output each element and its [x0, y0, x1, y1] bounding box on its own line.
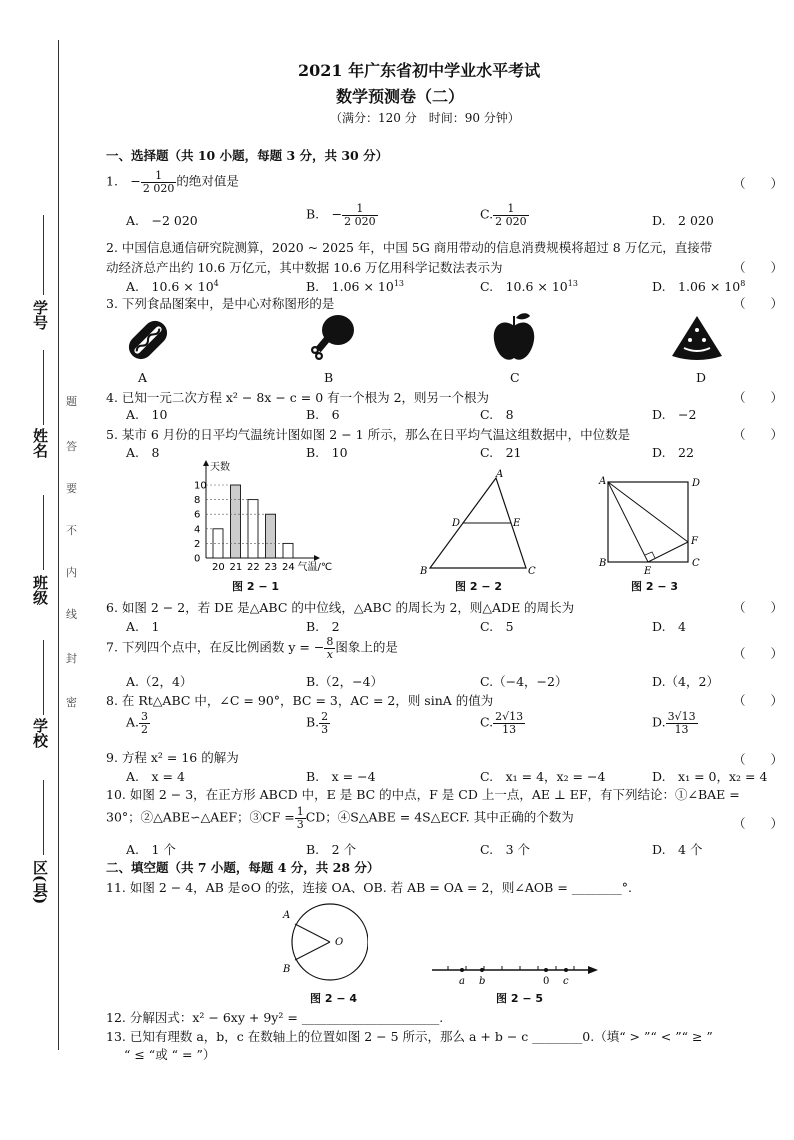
- school-field[interactable]: [43, 640, 44, 715]
- figure-caption: 图 2 − 4: [310, 992, 358, 1005]
- section1-heading: 一、选择题（共 10 小题，每题 3 分，共 30 分）: [106, 148, 389, 163]
- q2-option-c[interactable]: C. $10.6 \times 10^{13}$: [480, 278, 578, 294]
- label-f: F: [691, 536, 698, 547]
- square-abcd-figure: [596, 474, 706, 578]
- figure-caption: 图 2 − 1: [232, 580, 280, 593]
- y-axis-arrow: [203, 460, 209, 466]
- q3-option-b[interactable]: B: [324, 370, 334, 385]
- label-a: a: [459, 976, 465, 987]
- triangle-abc-figure: [418, 468, 538, 578]
- q2-stem-line2: 动经济总产出约 10.6 万亿元，其中数据 10.6 万亿用科学记数法表示为: [106, 260, 503, 275]
- q4-option-c[interactable]: C. 8: [480, 407, 514, 422]
- bar-22: [248, 500, 258, 558]
- q3-option-c[interactable]: C: [510, 370, 520, 385]
- watermelon-icon[interactable]: [670, 314, 724, 362]
- y-tick-label: 8: [194, 495, 201, 507]
- label-student-id: 学号: [31, 300, 49, 330]
- q10-option-b[interactable]: B. 2 个: [306, 842, 357, 857]
- exam-subtitle: 数学预测卷（二）: [336, 87, 465, 106]
- label-e: E: [513, 518, 521, 529]
- y-axis-label: 天数: [210, 462, 230, 473]
- hint-char: 答: [66, 440, 77, 453]
- q9-stem: 9. 方程 x² = 16 的解为: [106, 750, 239, 765]
- q4-option-d[interactable]: D. −2: [652, 407, 697, 422]
- q4-stem: 4. 已知一元二次方程 x² − 8x − c = 0 有一个根为 2，则另一个根为: [106, 390, 490, 405]
- answer-paren[interactable]: （ ）: [733, 176, 784, 191]
- drumstick-icon[interactable]: [306, 312, 356, 364]
- q5-option-b[interactable]: B. 10: [306, 445, 348, 460]
- q8-stem: 8. 在 Rt△ABC 中，∠C = 90°，BC = 3，AC = 2，则 sinA 的值为: [106, 693, 494, 708]
- q5-option-c[interactable]: C. 21: [480, 445, 522, 460]
- x-axis-arrow: [314, 555, 320, 561]
- q1-option-d[interactable]: D. 2 020: [652, 213, 714, 228]
- q11-stem: 11. 如图 2 − 4，AB 是⊙O 的弦，连接 OA、OB. 若 AB = OA = 2，则∠AOB = ________°.: [106, 880, 632, 895]
- section2-heading: 二、填空题（共 7 小题，每题 4 分，共 28 分）: [106, 860, 380, 875]
- q6-option-b[interactable]: B. 2: [306, 619, 340, 634]
- x-tick-label: 22: [247, 562, 260, 573]
- q10-stem-line2: 30°；②△ABE∽△AEF；③CF = $\frac{1}{3}$ CD；④S△ABE = 4S△ECF. 其中正确的个数为: [106, 805, 574, 831]
- x-tick-label: 24: [282, 562, 295, 573]
- q5-option-a[interactable]: A. 8: [126, 445, 160, 460]
- q8-option-c[interactable]: C. $\frac{2√13}{13}$: [480, 710, 524, 736]
- q7-option-c[interactable]: C.（−4，−2）: [480, 674, 568, 689]
- label-b: B: [420, 566, 428, 577]
- q7-stem: 7. 下列四个点中，在反比例函数 y = − $\frac{8}{x}$ 图象上的是: [106, 635, 398, 661]
- q7-option-d[interactable]: D.（4，2）: [652, 674, 719, 689]
- label-c: C: [528, 566, 536, 577]
- q8-option-d[interactable]: D. $\frac{3√13}{13}$: [652, 710, 696, 736]
- q9-option-d[interactable]: D. x₁ = 0，x₂ = 4: [652, 769, 768, 784]
- q10-option-d[interactable]: D. 4 个: [652, 842, 703, 857]
- x-tick-label: 21: [229, 562, 243, 573]
- name-field[interactable]: [43, 350, 44, 425]
- hint-char: 密: [66, 696, 77, 709]
- bar-23: [266, 514, 276, 558]
- y-tick-label: 10: [194, 480, 207, 492]
- q5-stem: 5. 某市 6 月份的日平均气温统计图如图 2 − 1 所示，那么在日平均气温这组数据中，中位数是: [106, 427, 631, 442]
- answer-paren[interactable]: （ ）: [733, 427, 784, 442]
- q7-option-a[interactable]: A.（2，4）: [126, 674, 193, 689]
- q1-option-a[interactable]: A. −2 020: [126, 213, 198, 228]
- x-axis-label: 气温/℃: [297, 562, 333, 573]
- label-c: C: [692, 558, 700, 569]
- q6-option-a[interactable]: A. 1: [126, 619, 160, 634]
- district-field[interactable]: [43, 780, 44, 855]
- student-id-field[interactable]: [43, 215, 44, 295]
- hint-char: 线: [66, 608, 77, 621]
- hint-char: 内: [66, 566, 77, 579]
- q1-option-b[interactable]: B. − $\frac{1}{2 020}$: [306, 202, 376, 228]
- label-zero: 0: [543, 976, 550, 987]
- label-o: O: [335, 937, 344, 948]
- label-c: c: [563, 976, 569, 987]
- q12-stem: 12. 分解因式：x² − 6xy + 9y² = ______________________.: [106, 1010, 444, 1025]
- q3-stem: 3. 下列食品图案中，是中心对称图形的是: [106, 296, 335, 311]
- hotdog-icon[interactable]: [124, 314, 172, 366]
- x-tick-label: 23: [264, 562, 278, 573]
- y-tick-label: 4: [194, 524, 201, 536]
- q13-stem-line1: 13. 已知有理数 a，b，c 在数轴上的位置如图 2 − 5 所示，那么 a + b − c ________0.（填“ > ”“ < ”“ ≥ ”: [106, 1029, 713, 1044]
- label-school: 学校: [31, 718, 49, 748]
- margin-line: [58, 40, 59, 1050]
- bar-24: [283, 543, 293, 558]
- y-tick-label: 2: [194, 538, 201, 550]
- circle-o-figure: [278, 900, 368, 990]
- q10-stem-line1: 10. 如图 2 − 3，在正方形 ABCD 中，E 是 BC 的中点，F 是 CD 上一点，AE ⊥ EF，有下列结论：①∠BAE =: [106, 787, 740, 802]
- q10-option-c[interactable]: C. 3 个: [480, 842, 531, 857]
- label-e: E: [644, 566, 652, 577]
- exam-title: 2021 年广东省初中学业水平考试: [298, 61, 541, 80]
- q6-option-c[interactable]: C. 5: [480, 619, 514, 634]
- q2-option-a[interactable]: A. $10.6 \times 10^4$: [126, 278, 219, 294]
- q1-stem: 1. − $\frac{1}{2 020}$ 的绝对值是: [106, 169, 239, 195]
- class-field[interactable]: [43, 495, 44, 570]
- hint-char: 封: [66, 652, 77, 665]
- y-tick-label: 0: [194, 553, 201, 565]
- answer-paren[interactable]: （ ）: [733, 752, 784, 767]
- answer-paren[interactable]: （ ）: [733, 646, 784, 661]
- label-b: b: [479, 976, 486, 987]
- q2-option-d[interactable]: D. $1.06 \times 10^8$: [652, 278, 746, 294]
- figure-caption: 图 2 − 5: [496, 992, 544, 1005]
- label-name: 姓名: [31, 428, 49, 458]
- answer-paren[interactable]: （ ）: [733, 816, 784, 831]
- label-b: B: [599, 558, 607, 569]
- label-district: 区(县): [31, 860, 49, 905]
- y-tick-label: 6: [194, 509, 201, 521]
- label-d: D: [452, 518, 461, 529]
- q8-option-b[interactable]: B. $\frac{2}{3}$: [306, 710, 329, 736]
- label-class: 班级: [31, 575, 49, 605]
- q9-option-a[interactable]: A. x = 4: [126, 769, 185, 784]
- answer-paren[interactable]: （ ）: [733, 260, 784, 275]
- exam-info: （满分：120 分 时间：90 分钟）: [330, 111, 520, 125]
- q9-option-b[interactable]: B. x = −4: [306, 769, 376, 784]
- q6-option-d[interactable]: D. 4: [652, 619, 687, 634]
- q2-option-b[interactable]: B. $1.06 \times 10^{13}$: [306, 278, 405, 294]
- q1-option-c[interactable]: C. $\frac{1}{2 020}$: [480, 202, 527, 228]
- hint-char: 要: [66, 482, 77, 495]
- figure-caption: 图 2 − 3: [631, 580, 679, 593]
- answer-paren[interactable]: （ ）: [733, 600, 784, 615]
- label-a: A: [599, 476, 607, 487]
- q4-option-a[interactable]: A. 10: [126, 407, 168, 422]
- q5-option-d[interactable]: D. 22: [652, 445, 694, 460]
- q2-stem-line1: 2. 中国信息通信研究院测算，2020 ~ 2025 年，中国 5G 商用带动的信息消费规模将超过 8 万亿元，直接带: [106, 240, 713, 255]
- answer-paren[interactable]: （ ）: [733, 693, 784, 708]
- hint-char: 题: [66, 395, 77, 408]
- label-a: A: [283, 910, 291, 921]
- q8-option-a[interactable]: A. $\frac{3}{2}$: [126, 710, 149, 736]
- apple-icon[interactable]: [490, 310, 538, 366]
- q3-option-d[interactable]: D: [696, 370, 707, 385]
- bar-21: [231, 485, 241, 558]
- q4-option-b[interactable]: B. 6: [306, 407, 340, 422]
- hint-char: 不: [66, 524, 77, 537]
- x-tick-label: 20: [212, 562, 225, 573]
- number-line-figure: [428, 958, 604, 990]
- q10-option-a[interactable]: A. 1 个: [126, 842, 176, 857]
- label-b: B: [283, 964, 291, 975]
- answer-paren[interactable]: （ ）: [733, 296, 784, 311]
- q9-option-c[interactable]: C. x₁ = 4，x₂ = −4: [480, 769, 606, 784]
- figure-caption: 图 2 − 2: [455, 580, 503, 593]
- q7-option-b[interactable]: B.（2，−4）: [306, 674, 384, 689]
- bar-chart: [180, 458, 360, 578]
- answer-paren[interactable]: （ ）: [733, 390, 784, 405]
- q13-stem-line2: “ ≤ “或 “ = ”）: [124, 1047, 216, 1062]
- q6-stem: 6. 如图 2 − 2，若 DE 是△ABC 的中位线，△ABC 的周长为 2，则△ADE 的周长为: [106, 600, 575, 615]
- label-d: D: [692, 478, 701, 489]
- label-a: A: [496, 469, 504, 480]
- q3-option-a[interactable]: A: [138, 370, 148, 385]
